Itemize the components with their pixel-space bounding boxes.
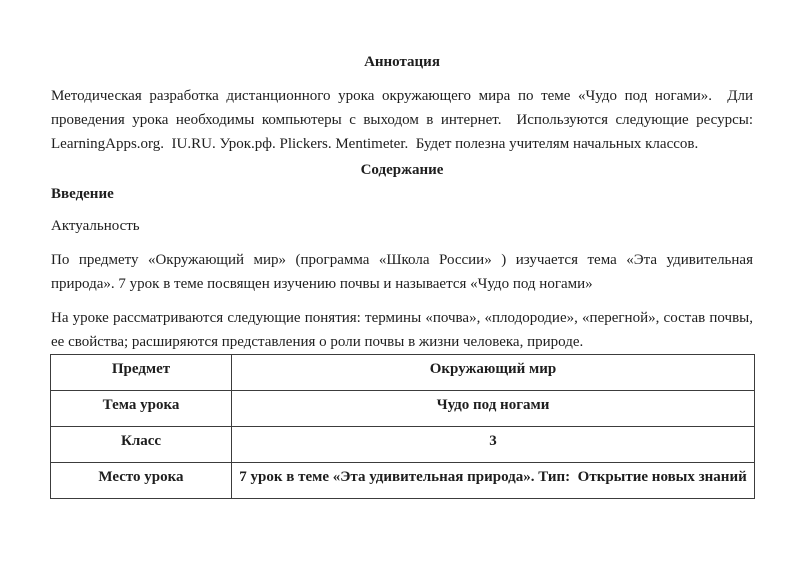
concepts-paragraph: На уроке рассматриваются следующие понятия: термины «почва», «плодородие», «перегной», состав почвы, ее свойства; расширяются представления о роли почвы в жизни человека, природе. (51, 310, 757, 350)
document-content (51, 50, 757, 499)
table-row-lesson-topic (51, 391, 755, 427)
relevance-label: Актуальность (51, 218, 140, 234)
table-row-lesson-place (51, 463, 755, 499)
introduction-heading: Введение (51, 186, 114, 202)
table-cell-label: Тема урока (51, 391, 232, 427)
table-cell-value: Чудо под ногами (232, 391, 755, 427)
table-row-grade (51, 427, 755, 463)
table-row-subject (51, 355, 755, 391)
table-cell-label: Класс (51, 427, 232, 463)
contents-heading: Содержание (360, 162, 444, 178)
lesson-info-table (50, 354, 755, 499)
table-cell-value: 7 урок в теме «Эта удивительная природа». Тип: Открытие новых знаний (232, 463, 755, 499)
table-cell-value: 3 (232, 427, 755, 463)
table-cell-label: Место урока (51, 463, 232, 499)
subject-paragraph: По предмету «Окружающий мир» (программа «Школа России» ) изучается тема «Эта удивительная природа». 7 урок в теме посвящен изучению почвы и называется «Чудо под ногами» (51, 252, 757, 292)
table-cell-value: Окружающий мир (232, 355, 755, 391)
annotation-heading: Аннотация (364, 54, 440, 70)
annotation-paragraph: Методическая разработка дистанционного урока окружающего мира по теме «Чудо под ногами». Дли проведения урока необходимы компьютеры с выходом в интернет. Используются следующие ресурсы: LearningApps.org. IU.RU. Урок.рф. Plickers. Mentimeter. Будет полезна учителям начальных классов. (51, 88, 757, 152)
table-cell-label: Предмет (51, 355, 232, 391)
